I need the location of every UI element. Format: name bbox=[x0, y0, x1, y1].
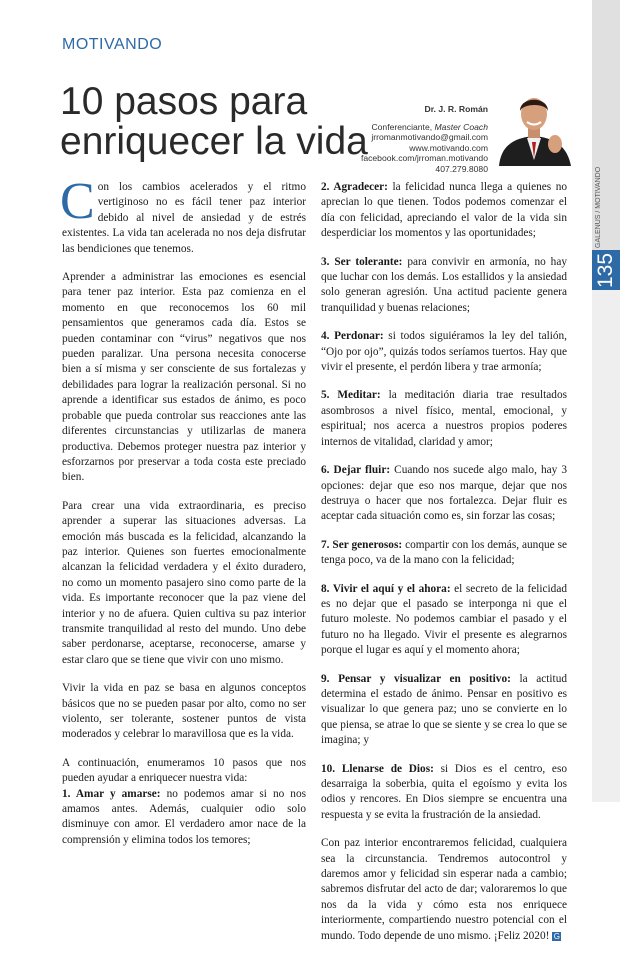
author-name: Dr. J. R. Román bbox=[424, 104, 488, 114]
page-number: 135 bbox=[592, 250, 620, 290]
step-item: 10. Llenarse de Dios: si Dios es el centro, eso desarraiga la soberbia, quita el egoísmo y evita los odios y rencores. En Dios siempre se encuentra una respuesta y se evita la frustración de la ansiedad. bbox=[321, 762, 567, 821]
step-item: 2. Agradecer: la felicidad nunca llega a quienes no aprecian lo que tienen. Todos podemos comenzar el día con felicidad, apreciando el valor de la vida sin desperdiciar los momentos y las oportunidades; bbox=[321, 181, 568, 240]
author-role: Conferenciante, Master Coach bbox=[371, 121, 488, 132]
step-item: 8. Vivir el aquí y el ahora: el secreto de la felicidad es no dejar que el pasado se interponga ni que el futuro moleste. No podemos cambiar el pasado y el futuro no ha llegado. Vivir el presente es alegrarnos porque el lugar es aquí y el momento ahora; bbox=[321, 582, 567, 657]
sidebar-section-text: GALENUS / MOTIVANDO bbox=[595, 166, 602, 248]
author-website: www.motivando.com bbox=[409, 142, 488, 153]
step-title: 6. Dejar fluir: bbox=[321, 464, 391, 477]
step-item: 9. Pensar y visualizar en positivo: la actitud determina el estado de ánimo. Pensar en positivo es visualizar lo que genera paz; uno se convierte en lo que piensa, se atrae lo que se siente y se crea lo que se imagina; y bbox=[321, 672, 567, 747]
intro-paragraph: Con los cambios acelerados y el ritmo vertiginoso no es fácil tener paz interior debido al nivel de ansiedad y de estrés existentes. La vida tan acelerada no nos deja disfrutar las bendiciones que tenemos. bbox=[60, 173, 306, 255]
paragraph: Aprender a administrar las emociones es esencial para tener paz interior. Esta paz comienza en el momento en que reconocemos los 60 mil pensamientos que generamos cada día. Estos se pueden contaminar con “virus” negativos que nos pueden paralizar. Una persona necesita conocerse bien a sí misma y ser consciente de sus fortalezas y debilidades para lograr la realización personal. Si no aprende a identificar sus estados de ánimo, es poco probable que pueda controlar sus reacciones ante las diferentes circunstancias y utilizarlas de manera productiva. Debemos proteger nuestra paz interior y esforzarnos por preservar a toda costa este preciado bien. bbox=[62, 271, 306, 484]
author-email: jrromanmotivando@gmail.com bbox=[371, 132, 488, 142]
step-title: 7. Ser generosos: bbox=[321, 538, 403, 551]
step-title: 1. Amar y amarse: bbox=[62, 787, 161, 800]
step-item: 7. Ser generosos: compartir con los demás, aunque se tenga poco, va de la mano con la felicidad; bbox=[321, 538, 567, 567]
author-phone: 407.279.8080 bbox=[435, 163, 488, 174]
step-item: 5. Meditar: la meditación diaria trae resultados asombrosos a nivel físico, mental, emocional, y espiritual; nos acerca a nuestros propios poderes internos de vitalidad, claridad y amor; bbox=[321, 389, 567, 448]
author-block bbox=[361, 104, 488, 174]
step-item: 6. Dejar fluir: Cuando nos sucede algo malo, hay 3 opciones: dejar que eso nos marque, dejar que nos destruya o hacer que nos fortalezca. Dejar fluir es aceptar cada situación como es, sin forzar las cosas; bbox=[321, 464, 567, 523]
paragraph: Para crear una vida extraordinaria, es preciso aprender a superar las situaciones adversas. La emoción más buscada es la felicidad, alcanzando la paz interior. Quienes son fuertes emocionalmente alcanzan la felicidad verdadera y el éxito duradero, no como un momento pasajero sino como parte de la vida. Es importante reconocer que la paz viene del interior y no de afuera. Quien cultiva su paz interior transmite tranquilidad al resto del mundo. Uno debe saber perdonarse, aceptarse, reconocerse, amarse y estar claro que se tiene que vivir con uno mismo. bbox=[62, 499, 306, 666]
step-title: 5. Meditar: bbox=[321, 389, 381, 402]
step-title: 10. Llenarse de Dios: bbox=[321, 762, 434, 775]
step-title: 8. Vivir el aquí y el ahora: bbox=[321, 582, 451, 595]
author-facebook: facebook.com/jrroman.motivando bbox=[360, 153, 488, 163]
step-item: 1. Amar y amarse: no podemos amar si no nos amamos antes. Además, cualquier odio solo disminuye con amor. El verdadero amor nace de la comprensión y elimina todos los temores; bbox=[62, 787, 306, 846]
left-column bbox=[60, 173, 306, 861]
paragraph: A continuación, enumeramos 10 pasos que nos pueden ayudar a enriquecer nuestra vida: bbox=[62, 756, 306, 785]
closing-paragraph: Con paz interior encontraremos felicidad, cualquiera sea la circunstancia. Tendremos autocontrol y daremos amor y felicidad sin esperar nada a cambio; sabremos disfrutar del acto de dar; valoraremos lo que nos da la vida y cómo esta nos enriquece interiormente, compartiendo nuestro potencial con el mundo. Todo depende de uno mismo. ¡Feliz 2020! G bbox=[321, 837, 567, 942]
author-photo bbox=[493, 84, 575, 166]
page-sidebar bbox=[592, 0, 620, 802]
section-label: MOTIVANDO bbox=[62, 36, 163, 53]
step-title: 4. Perdonar: bbox=[321, 330, 384, 343]
step-title: 3. Ser tolerante: bbox=[321, 255, 403, 268]
drop-cap: C bbox=[60, 173, 95, 230]
steps-list bbox=[321, 180, 567, 823]
step-title: 9. Pensar y visualizar en positivo: bbox=[321, 672, 511, 685]
paragraph: Vivir la vida en paz se basa en algunos conceptos básicos que no se pueden pasar por alto, como no ser violento, ser tolerante, sostener puntos de vista moderados y celebrar lo maravillosa que es la vida. bbox=[62, 682, 306, 741]
right-column bbox=[321, 180, 567, 957]
end-mark-icon: G bbox=[553, 931, 560, 941]
step-title: 2. Agradecer: bbox=[321, 181, 388, 193]
step-item: 3. Ser tolerante: para convivir en armonía, no hay que luchar con los demás. Los estallidos y la ansiedad solo generan agresión. Una actitud paciente genera tranquilidad y buenas relaciones; bbox=[321, 255, 567, 314]
article-title: 10 pasos para enriquecer la vida bbox=[60, 80, 368, 163]
step-item: 4. Perdonar: si todos siguiéramos la ley del talión, “Ojo por ojo”, quizás todos seríamos tuertos. Hay que vivir el presente, el perdón libera y trae armonía; bbox=[321, 330, 567, 374]
